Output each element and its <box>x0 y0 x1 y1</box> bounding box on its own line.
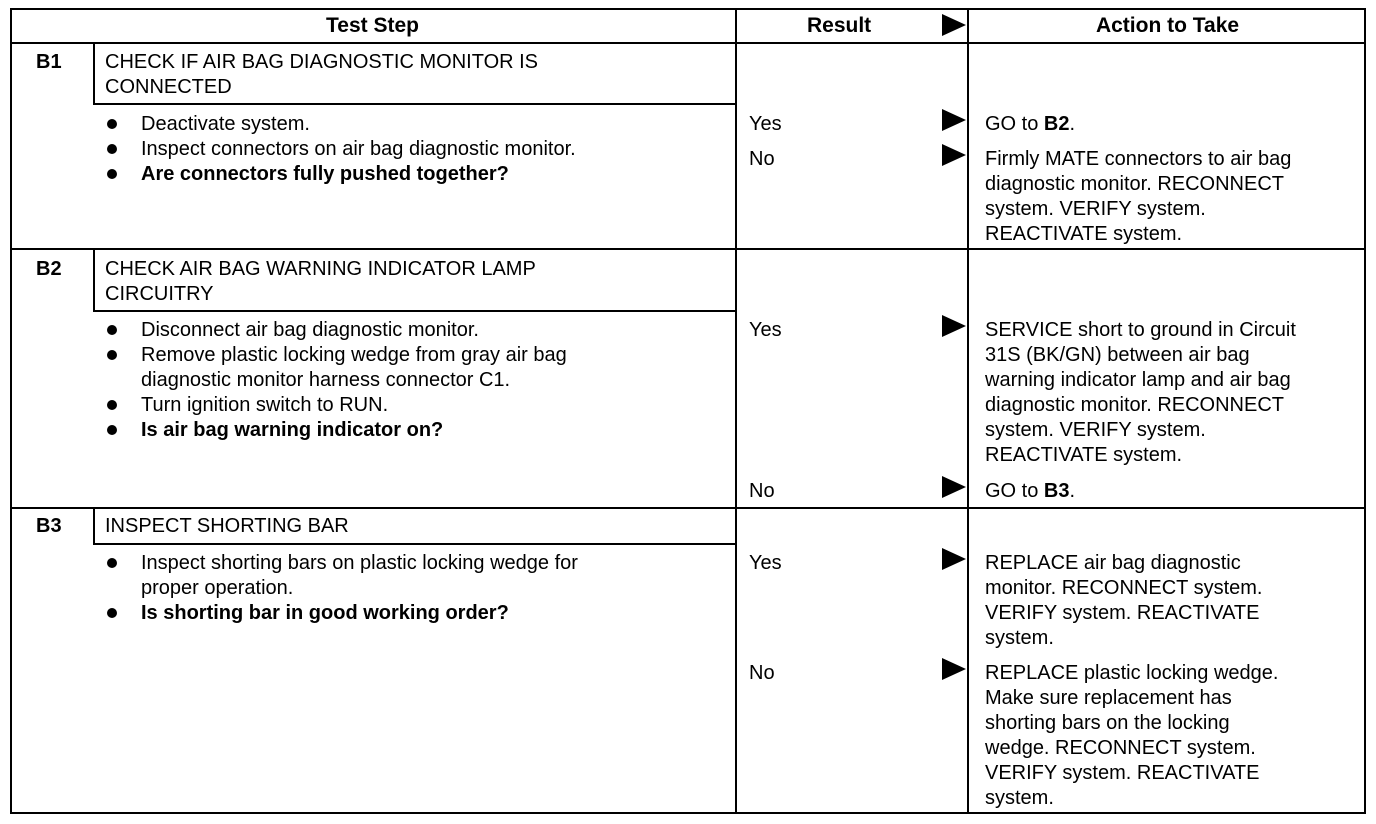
bullet-text: Inspect connectors on air bag diagnostic monitor. <box>141 138 576 160</box>
result-arrow-icon <box>942 144 966 166</box>
result-label: Yes <box>749 113 782 135</box>
bullet-icon <box>107 558 117 568</box>
bullet-text-continued: diagnostic monitor harness connector C1. <box>141 369 511 391</box>
result-arrow-icon <box>942 548 966 570</box>
result-label: No <box>749 480 775 502</box>
bullet-icon <box>107 119 117 129</box>
result-label: No <box>749 662 775 684</box>
header-result: Result <box>807 14 872 37</box>
bullet-icon <box>107 325 117 335</box>
bullet-text: Remove plastic locking wedge from gray air bag <box>141 344 567 366</box>
step-title-line: INSPECT SHORTING BAR <box>105 515 349 537</box>
column-divider-result <box>735 8 737 814</box>
result-label: No <box>749 148 775 170</box>
header-test-step: Test Step <box>326 14 419 37</box>
header-action: Action to Take <box>1095 14 1240 37</box>
action-text: REPLACE air bag diagnostic monitor. RECONNECT system. VERIFY system. REACTIVATE system. <box>985 552 1263 649</box>
bullet-question: Are connectors fully pushed together? <box>141 163 509 185</box>
action-text: GO to B3. <box>985 480 1076 502</box>
bullet-icon <box>107 144 117 154</box>
step-id-divider <box>93 42 95 105</box>
bullet-question: Is shorting bar in good working order? <box>141 602 509 624</box>
step-title <box>105 50 538 100</box>
step-id: B2 <box>36 258 62 280</box>
step-title-line: CONNECTED <box>105 76 232 98</box>
action-text: Firmly MATE connectors to air bag diagnostic monitor. RECONNECT system. VERIFY system. REACTIVATE system. <box>985 148 1292 245</box>
step-title <box>105 514 349 539</box>
step-separator <box>10 507 1366 509</box>
bullet-icon <box>107 169 117 179</box>
step-title-line: CHECK IF AIR BAG DIAGNOSTIC MONITOR IS <box>105 51 539 73</box>
bullet-text: Disconnect air bag diagnostic monitor. <box>141 319 479 341</box>
header-arrow-icon <box>942 14 966 36</box>
action-text: REPLACE plastic locking wedge. Make sure replacement has shorting bars on the locking wedge. RECONNECT system. VERIFY system. REACTIVATE system. <box>985 662 1279 809</box>
step-id: B3 <box>36 515 62 537</box>
step-title-underline <box>93 310 735 312</box>
step-title-underline <box>93 103 735 105</box>
bullet-icon <box>107 425 117 435</box>
step-id-divider <box>93 248 95 311</box>
action-text: GO to B2. <box>985 113 1076 135</box>
bullet-icon <box>107 608 117 618</box>
action-step-ref: B2 <box>1043 113 1070 135</box>
step-id: B1 <box>36 51 62 73</box>
step-title-underline <box>93 543 735 545</box>
bullet-icon <box>107 400 117 410</box>
result-arrow-icon <box>942 476 966 498</box>
bullet-icon <box>107 350 117 360</box>
step-title-line: CIRCUITRY <box>105 283 214 305</box>
action-text: SERVICE short to ground in Circuit 31S (BK/GN) between air bag warning indicator lamp and air bag diagnostic monitor. RECONNECT system. VERIFY system. REACTIVATE system. <box>985 319 1296 466</box>
step-title <box>105 257 536 307</box>
bullet-text: Turn ignition switch to RUN. <box>141 394 389 416</box>
step-separator <box>10 248 1366 250</box>
bullet-text: Inspect shorting bars on plastic locking wedge for <box>141 552 578 574</box>
result-arrow-icon <box>942 658 966 680</box>
column-divider-action <box>967 8 969 814</box>
result-arrow-icon <box>942 109 966 131</box>
step-id-divider <box>93 507 95 545</box>
action-step-ref: B3 <box>1043 480 1070 502</box>
result-label: Yes <box>749 319 782 341</box>
result-arrow-icon <box>942 315 966 337</box>
bullet-question: Is air bag warning indicator on? <box>141 419 444 441</box>
bullet-text: Deactivate system. <box>141 113 310 135</box>
bullet-text-continued: proper operation. <box>141 577 294 599</box>
result-label: Yes <box>749 552 782 574</box>
step-title-line: CHECK AIR BAG WARNING INDICATOR LAMP <box>105 258 536 280</box>
